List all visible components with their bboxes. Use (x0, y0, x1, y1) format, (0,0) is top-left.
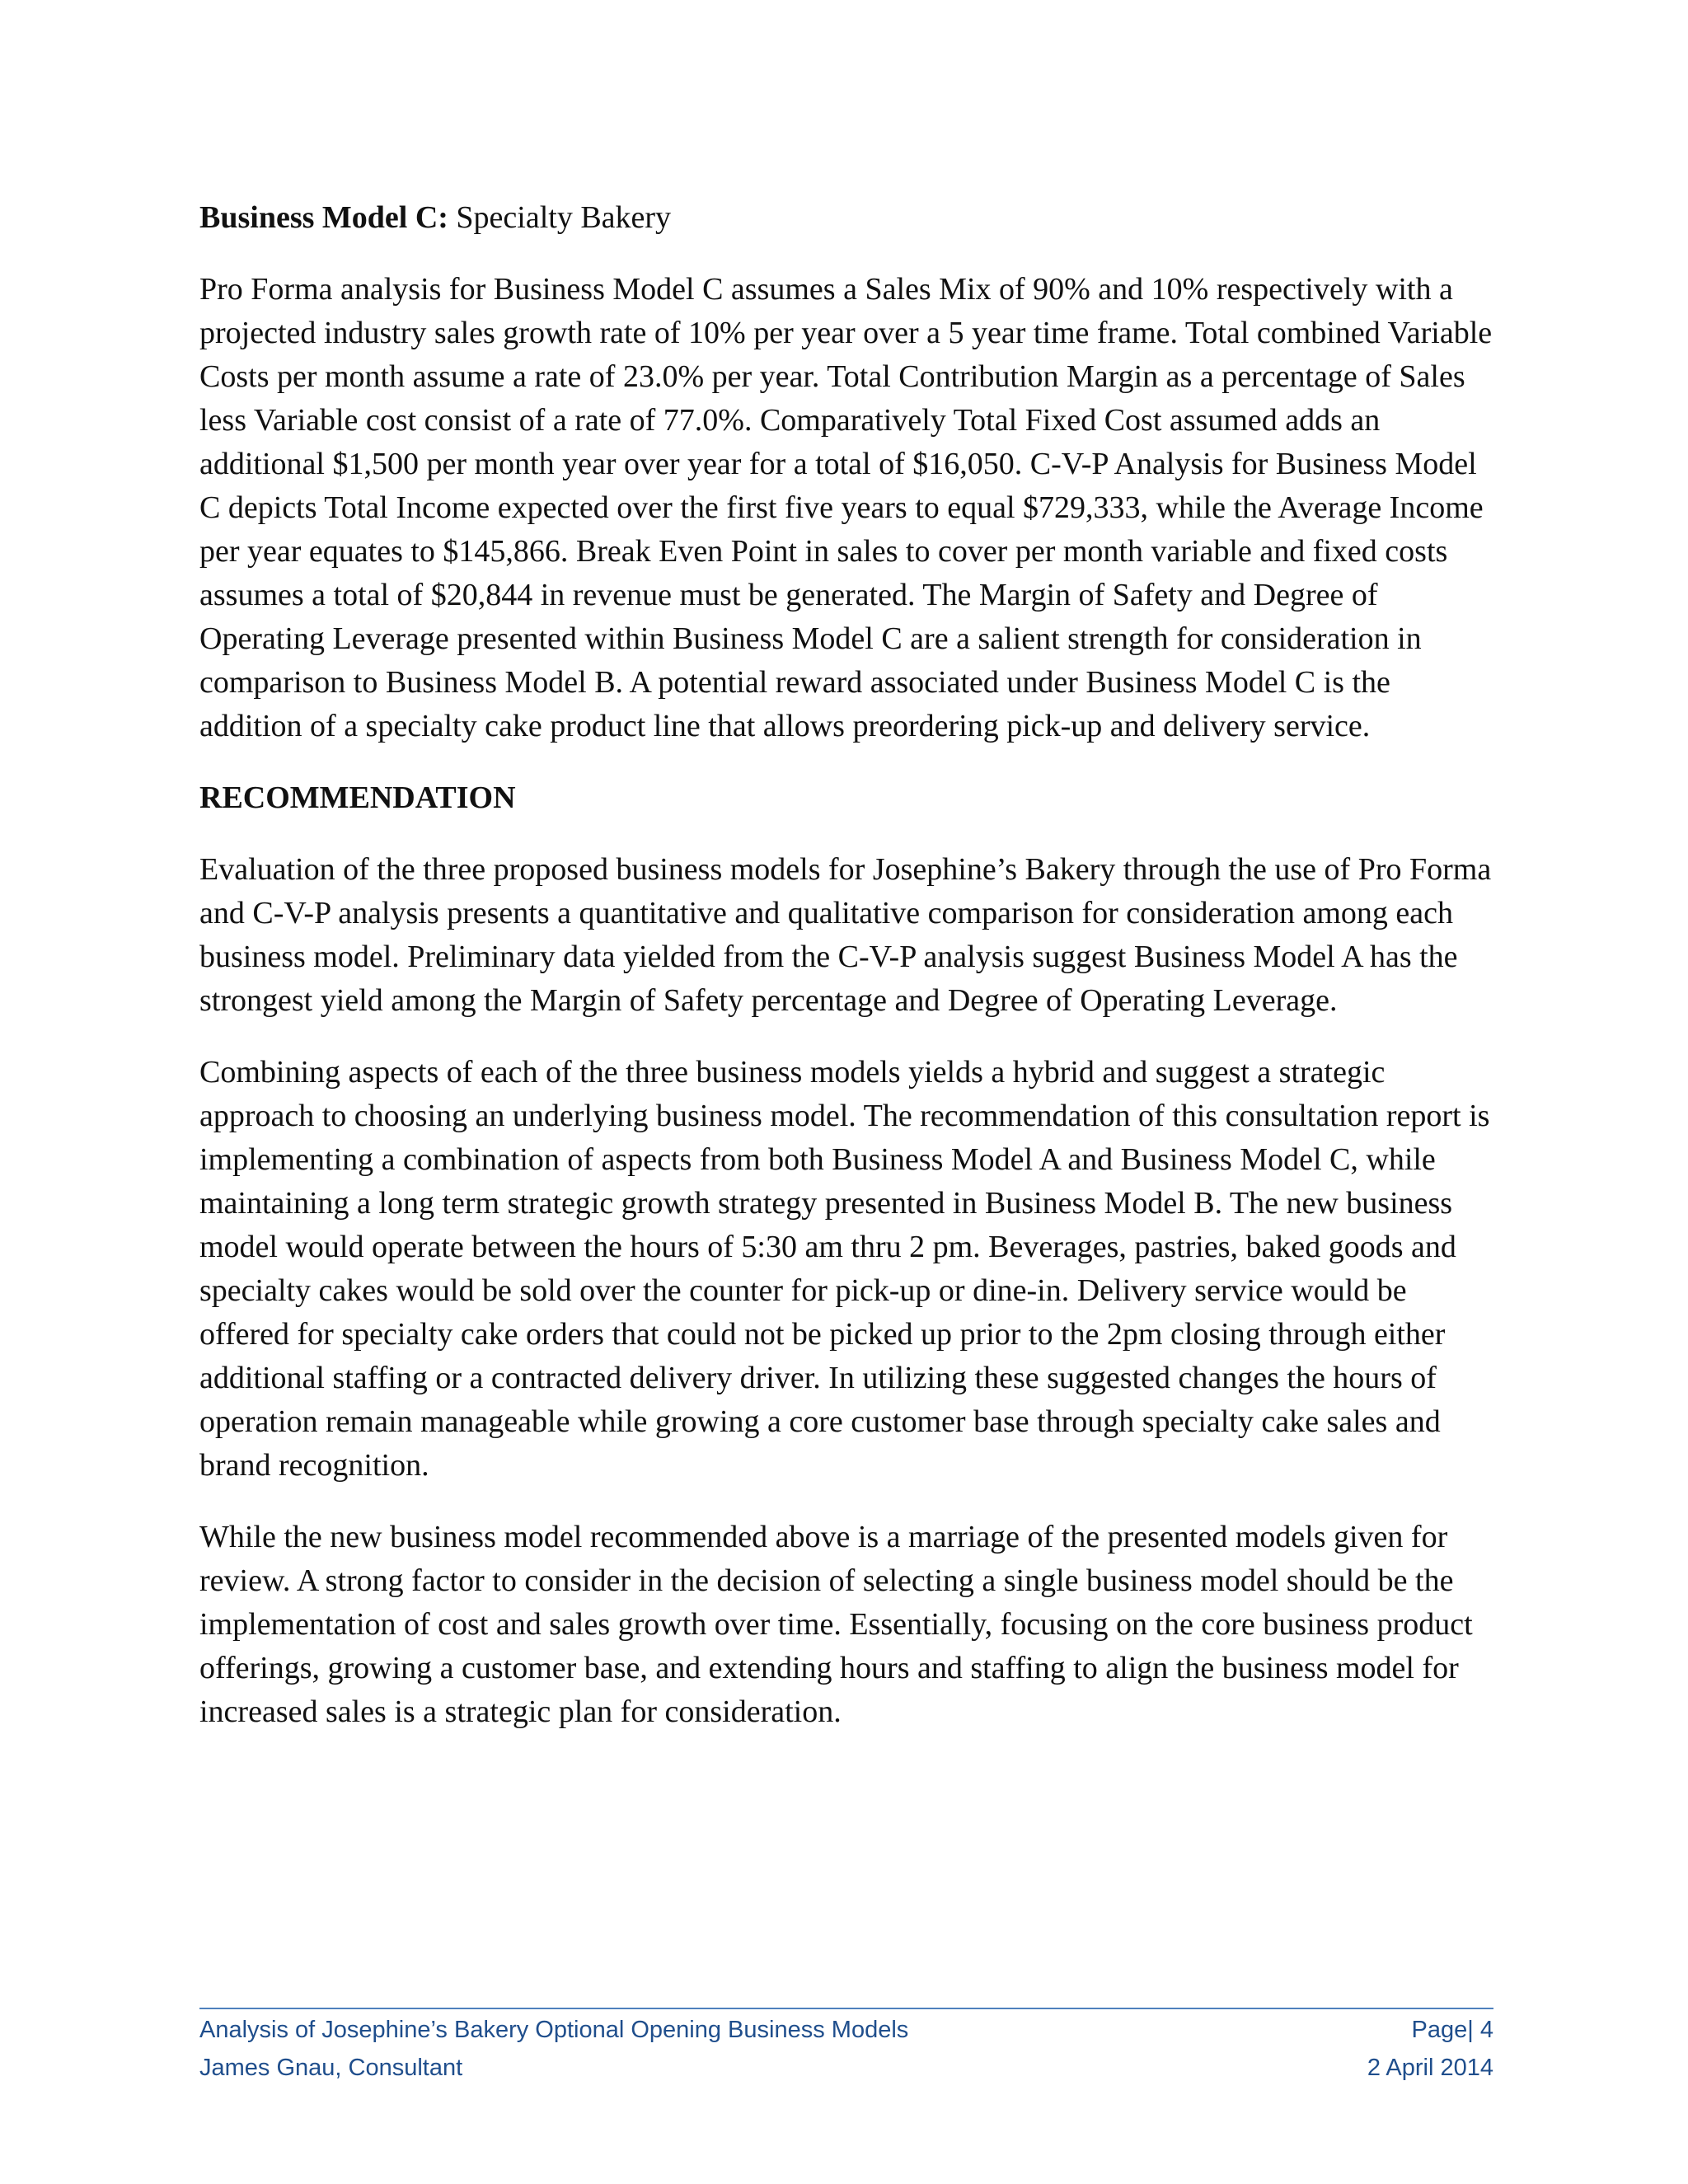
footer-page-number: Page| 4 (1411, 2017, 1493, 2043)
recommendation-heading: RECOMMENDATION (199, 780, 516, 815)
footer-row-top (199, 2011, 1493, 2049)
recommendation-paragraph-1: Evaluation of the three proposed business models for Josephine’s Bakery through the use of Pro Forma and C-V-P analysis presents a quantitative and qualitative comparison for consideration among each business model. Preliminary data yielded from the C-V-P analysis suggest Business Model A has the strongest yield among the Margin of Safety percentage and Degree of Operating Leverage. (199, 852, 1492, 1018)
footer-date: 2 April 2014 (1367, 2055, 1493, 2081)
footer-author: James Gnau, Consultant (199, 2055, 463, 2081)
business-model-c-paragraph: Pro Forma analysis for Business Model C assumes a Sales Mix of 90% and 10% respectively with a projected industry sales growth rate of 10% per year over a 5 year time frame. Total combined Variable Costs per month assume a rate of 23.0% per year. Total Contribution Margin as a percentage of Sales less Variable cost consist of a rate of 77.0%. Comparatively Total Fixed Cost assumed adds an additional $1,500 per month year over year for a total of $16,050. C-V-P Analysis for Business Model C depicts Total Income expected over the first five years to equal $729,333, while the Average Income per year equates to $145,866. Break Even Point in sales to cover per month variable and fixed costs assumes a total of $20,844 in revenue must be generated. The Margin of Safety and Degree of Operating Leverage presented within Business Model C are a salient strength for consideration in comparison to Business Model B. A potential reward associated under Business Model C is the addition of a specialty cake product line that allows preordering pick-up and delivery service. (199, 272, 1493, 743)
section-heading-title: Specialty Bakery (448, 200, 672, 235)
document-body (199, 196, 1493, 1762)
section-heading-business-model-c (199, 196, 1493, 240)
page-footer (199, 2008, 1493, 2087)
footer-row-bottom (199, 2049, 1493, 2087)
recommendation-paragraph-2: Combining aspects of each of the three business models yields a hybrid and suggest a strategic approach to choosing an underlying business model. The recommendation of this consultation report is implementing a combination of aspects from both Business Model A and Business Model C, while maintaining a long term strategic growth strategy presented in Business Model B. The new business model would operate between the hours of 5:30 am thru 2 pm. Beverages, pastries, baked goods and specialty cakes would be sold over the counter for pick-up or dine-in. Delivery service would be offered for specialty cake orders that could not be picked up prior to the 2pm closing through either additional staffing or a contracted delivery driver. In utilizing these suggested changes the hours of operation remain manageable while growing a core customer base through specialty cake sales and brand recognition. (199, 1055, 1490, 1483)
recommendation-paragraph-3: While the new business model recommended above is a marriage of the presented models given for review. A strong factor to consider in the decision of selecting a single business model should be the implementation of cost and sales growth over time. Essentially, focusing on the core business product offerings, growing a customer base, and extending hours and staffing to align the business model for increased sales is a strategic plan for consideration. (199, 1520, 1473, 1729)
section-heading-label: Business Model C: (199, 200, 448, 235)
footer-document-title: Analysis of Josephine’s Bakery Optional Opening Business Models (199, 2017, 909, 2043)
